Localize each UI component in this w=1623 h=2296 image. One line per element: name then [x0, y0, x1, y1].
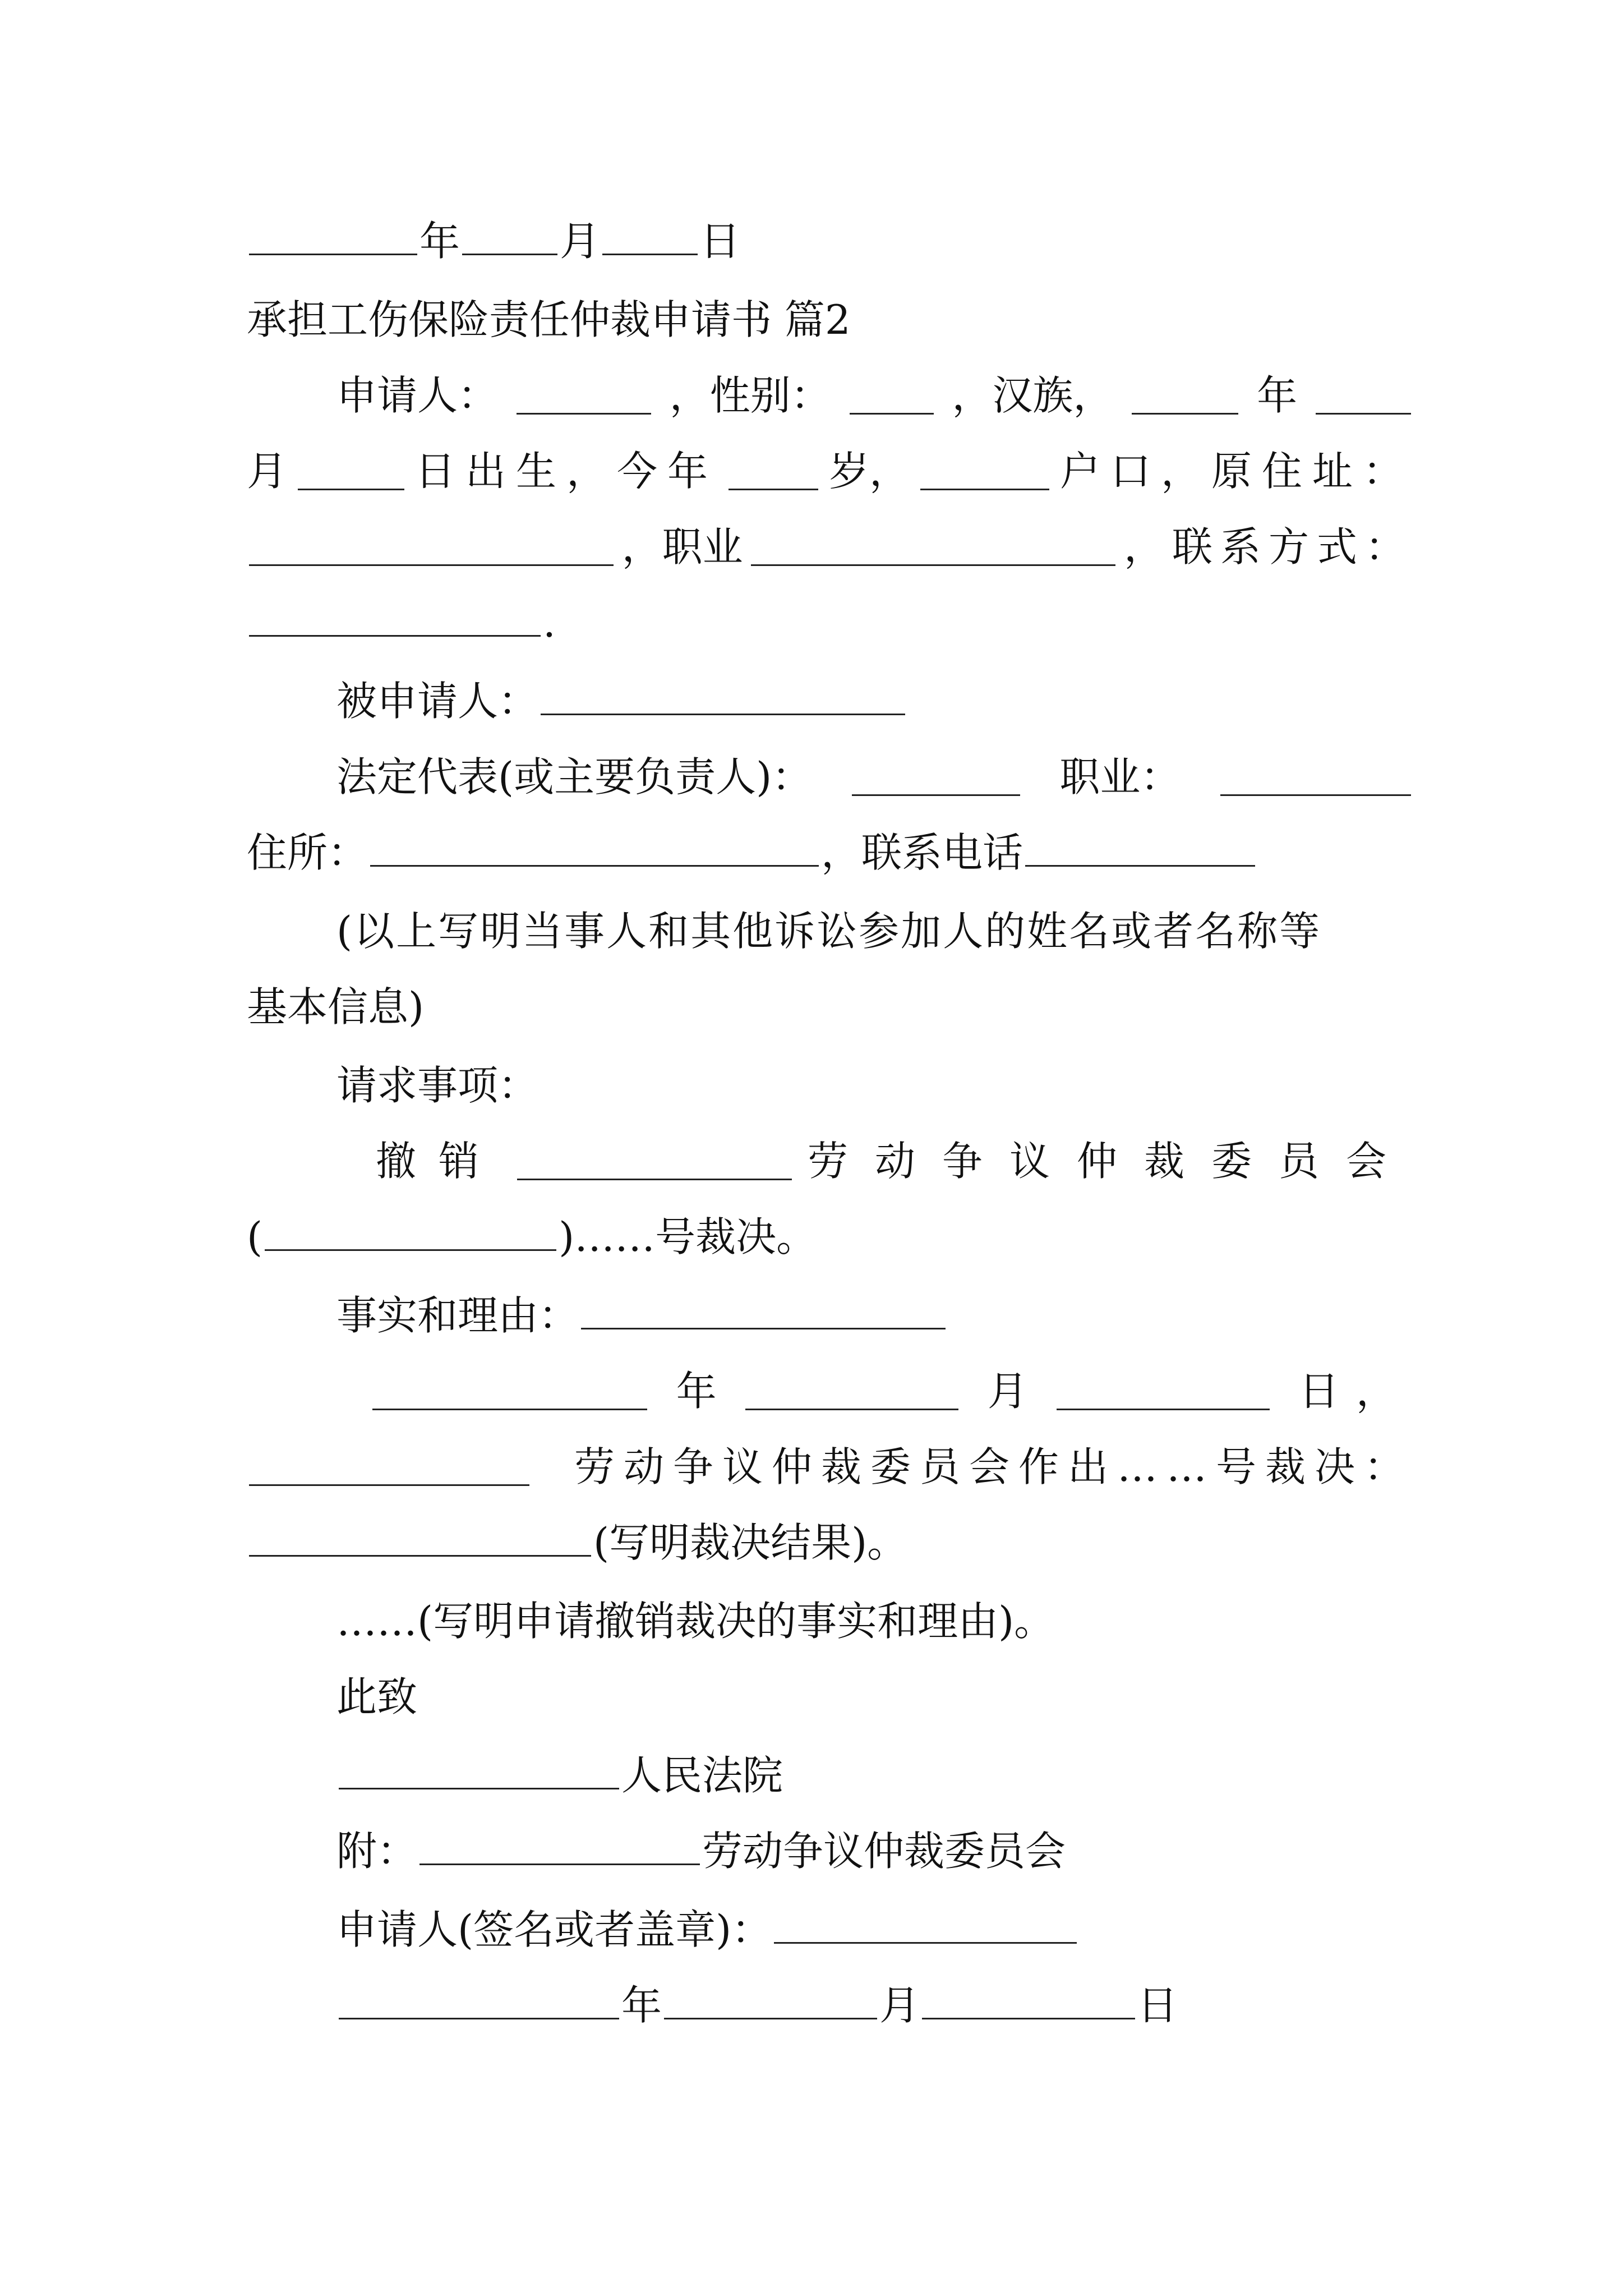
revoke-label: 撤销 — [376, 1138, 502, 1185]
facts-committee-blank[interactable] — [249, 1451, 529, 1486]
born-label: 日出生，今年 — [414, 448, 718, 495]
note-line-1: (以上写明当事人和其他诉讼参加人的姓名或者名称等 — [336, 908, 1322, 955]
facts-heading: 事实和理由： — [336, 1292, 579, 1339]
applicant-end: . — [543, 599, 556, 646]
facts-date-line — [370, 1358, 1413, 1425]
attachment-blank[interactable] — [419, 1828, 700, 1865]
facts-day-blank[interactable] — [1057, 1375, 1270, 1410]
gender-label: ，性别： — [669, 372, 831, 419]
date-line-top — [247, 208, 1413, 275]
month-label: 月 — [560, 218, 601, 265]
signature-line — [336, 1896, 1413, 1963]
signature-blank[interactable] — [774, 1906, 1077, 1944]
contact-label: ，联系方式： — [1123, 523, 1413, 570]
sign-day-label: 日 — [1137, 1982, 1178, 2029]
sign-year-blank[interactable] — [339, 1982, 619, 2019]
sign-month-label: 月 — [879, 1982, 920, 2029]
year-label: 年 — [419, 218, 460, 265]
gender-blank[interactable] — [850, 379, 934, 415]
legal-rep-blank[interactable] — [852, 761, 1020, 796]
phone-blank[interactable] — [1025, 829, 1255, 867]
month-blank[interactable] — [462, 218, 557, 255]
sign-month-blank[interactable] — [664, 1982, 877, 2019]
legal-rep-occupation-blank[interactable] — [1220, 761, 1411, 796]
facts-line-3 — [247, 1509, 1413, 1576]
birth-year-blank[interactable] — [1132, 379, 1238, 415]
hukou-blank[interactable] — [920, 455, 1049, 490]
claims-line-2 — [247, 1203, 1413, 1271]
date-line-bottom — [336, 1972, 1413, 2039]
age-blank[interactable] — [728, 455, 818, 490]
legal-rep-label: 法定代表(或主要负责人)： — [336, 753, 813, 800]
paren-close: )……号裁决。 — [559, 1213, 817, 1260]
birth-month-blank-start[interactable] — [1316, 379, 1411, 415]
day-label: 日 — [700, 218, 741, 265]
applicant-line-4 — [247, 589, 1413, 656]
ruling-result-blank[interactable] — [249, 1519, 591, 1557]
day-blank[interactable] — [602, 218, 698, 255]
facts-day-label: 日， — [1298, 1368, 1413, 1415]
salutation: 此致 — [336, 1673, 418, 1720]
address-label: 住所： — [247, 829, 368, 876]
applicant-name-blank[interactable] — [517, 379, 651, 415]
ethnic-label: ，汉族， — [952, 372, 1114, 419]
birth-year-label: 年 — [1257, 372, 1298, 419]
respondent-blank[interactable] — [541, 678, 905, 715]
respondent-label: 被申请人： — [336, 678, 539, 725]
birth-month-label: 月 — [247, 448, 288, 495]
facts-line-4: ……(写明申请撤销裁决的事实和理由)。 — [336, 1598, 1055, 1645]
occupation-blank[interactable] — [751, 531, 1115, 566]
attachment-label: 附： — [336, 1828, 418, 1875]
facts-line — [336, 1282, 1413, 1349]
legal-rep-line — [336, 743, 1413, 811]
court-blank[interactable] — [339, 1752, 619, 1789]
paren-open: ( — [247, 1213, 263, 1260]
claims-heading: 请求事项： — [336, 1062, 539, 1109]
sign-day-blank[interactable] — [922, 1982, 1135, 2019]
respondent-line — [336, 668, 1413, 735]
phone-label: ，联系电话 — [821, 829, 1023, 876]
facts-year-blank[interactable] — [372, 1375, 647, 1410]
legal-rep-occupation-label: 职业： — [1059, 753, 1181, 800]
case-number-blank[interactable] — [265, 1213, 556, 1251]
facts-month-blank[interactable] — [745, 1375, 958, 1410]
attachment-committee: 劳动争议仲裁委员会 — [702, 1828, 1066, 1875]
birth-day-blank[interactable] — [298, 455, 404, 490]
contact-blank[interactable] — [249, 599, 541, 637]
signature-label: 申请人(签名或者盖章)： — [336, 1906, 772, 1953]
occupation-label: ，职业 — [621, 523, 743, 570]
attachment-line — [336, 1818, 1413, 1885]
age-label: 岁， — [828, 448, 910, 495]
applicant-line-1 — [336, 362, 1413, 429]
court-line — [336, 1742, 1413, 1809]
revoke-blank[interactable] — [517, 1145, 792, 1180]
committee-label: 劳动争议仲裁委员会 — [807, 1138, 1413, 1185]
facts-line-2 — [247, 1433, 1413, 1501]
claims-line-1 — [376, 1128, 1413, 1195]
facts-month-label: 月 — [987, 1368, 1028, 1415]
address-line — [247, 819, 1413, 886]
applicant-label: 申请人： — [336, 372, 499, 419]
sign-year-label: 年 — [621, 1982, 662, 2029]
ruling-result-text: (写明裁决结果)。 — [593, 1519, 908, 1566]
section-title: 承担工伤保险责任仲裁申请书 篇2 — [247, 296, 851, 343]
applicant-line-2 — [247, 438, 1413, 505]
year-blank[interactable] — [249, 218, 417, 255]
legal-address-blank[interactable] — [370, 829, 819, 867]
applicant-line-3 — [247, 513, 1413, 581]
hukou-label: 户口，原住址： — [1059, 448, 1413, 495]
facts-committee-text: 劳动争议仲裁委员会作出……号裁决： — [574, 1443, 1413, 1490]
facts-blank[interactable] — [581, 1292, 946, 1329]
facts-year-label: 年 — [676, 1368, 717, 1415]
address-blank[interactable] — [249, 531, 614, 566]
note-line-2: 基本信息) — [247, 983, 425, 1030]
court-label: 人民法院 — [621, 1752, 783, 1799]
